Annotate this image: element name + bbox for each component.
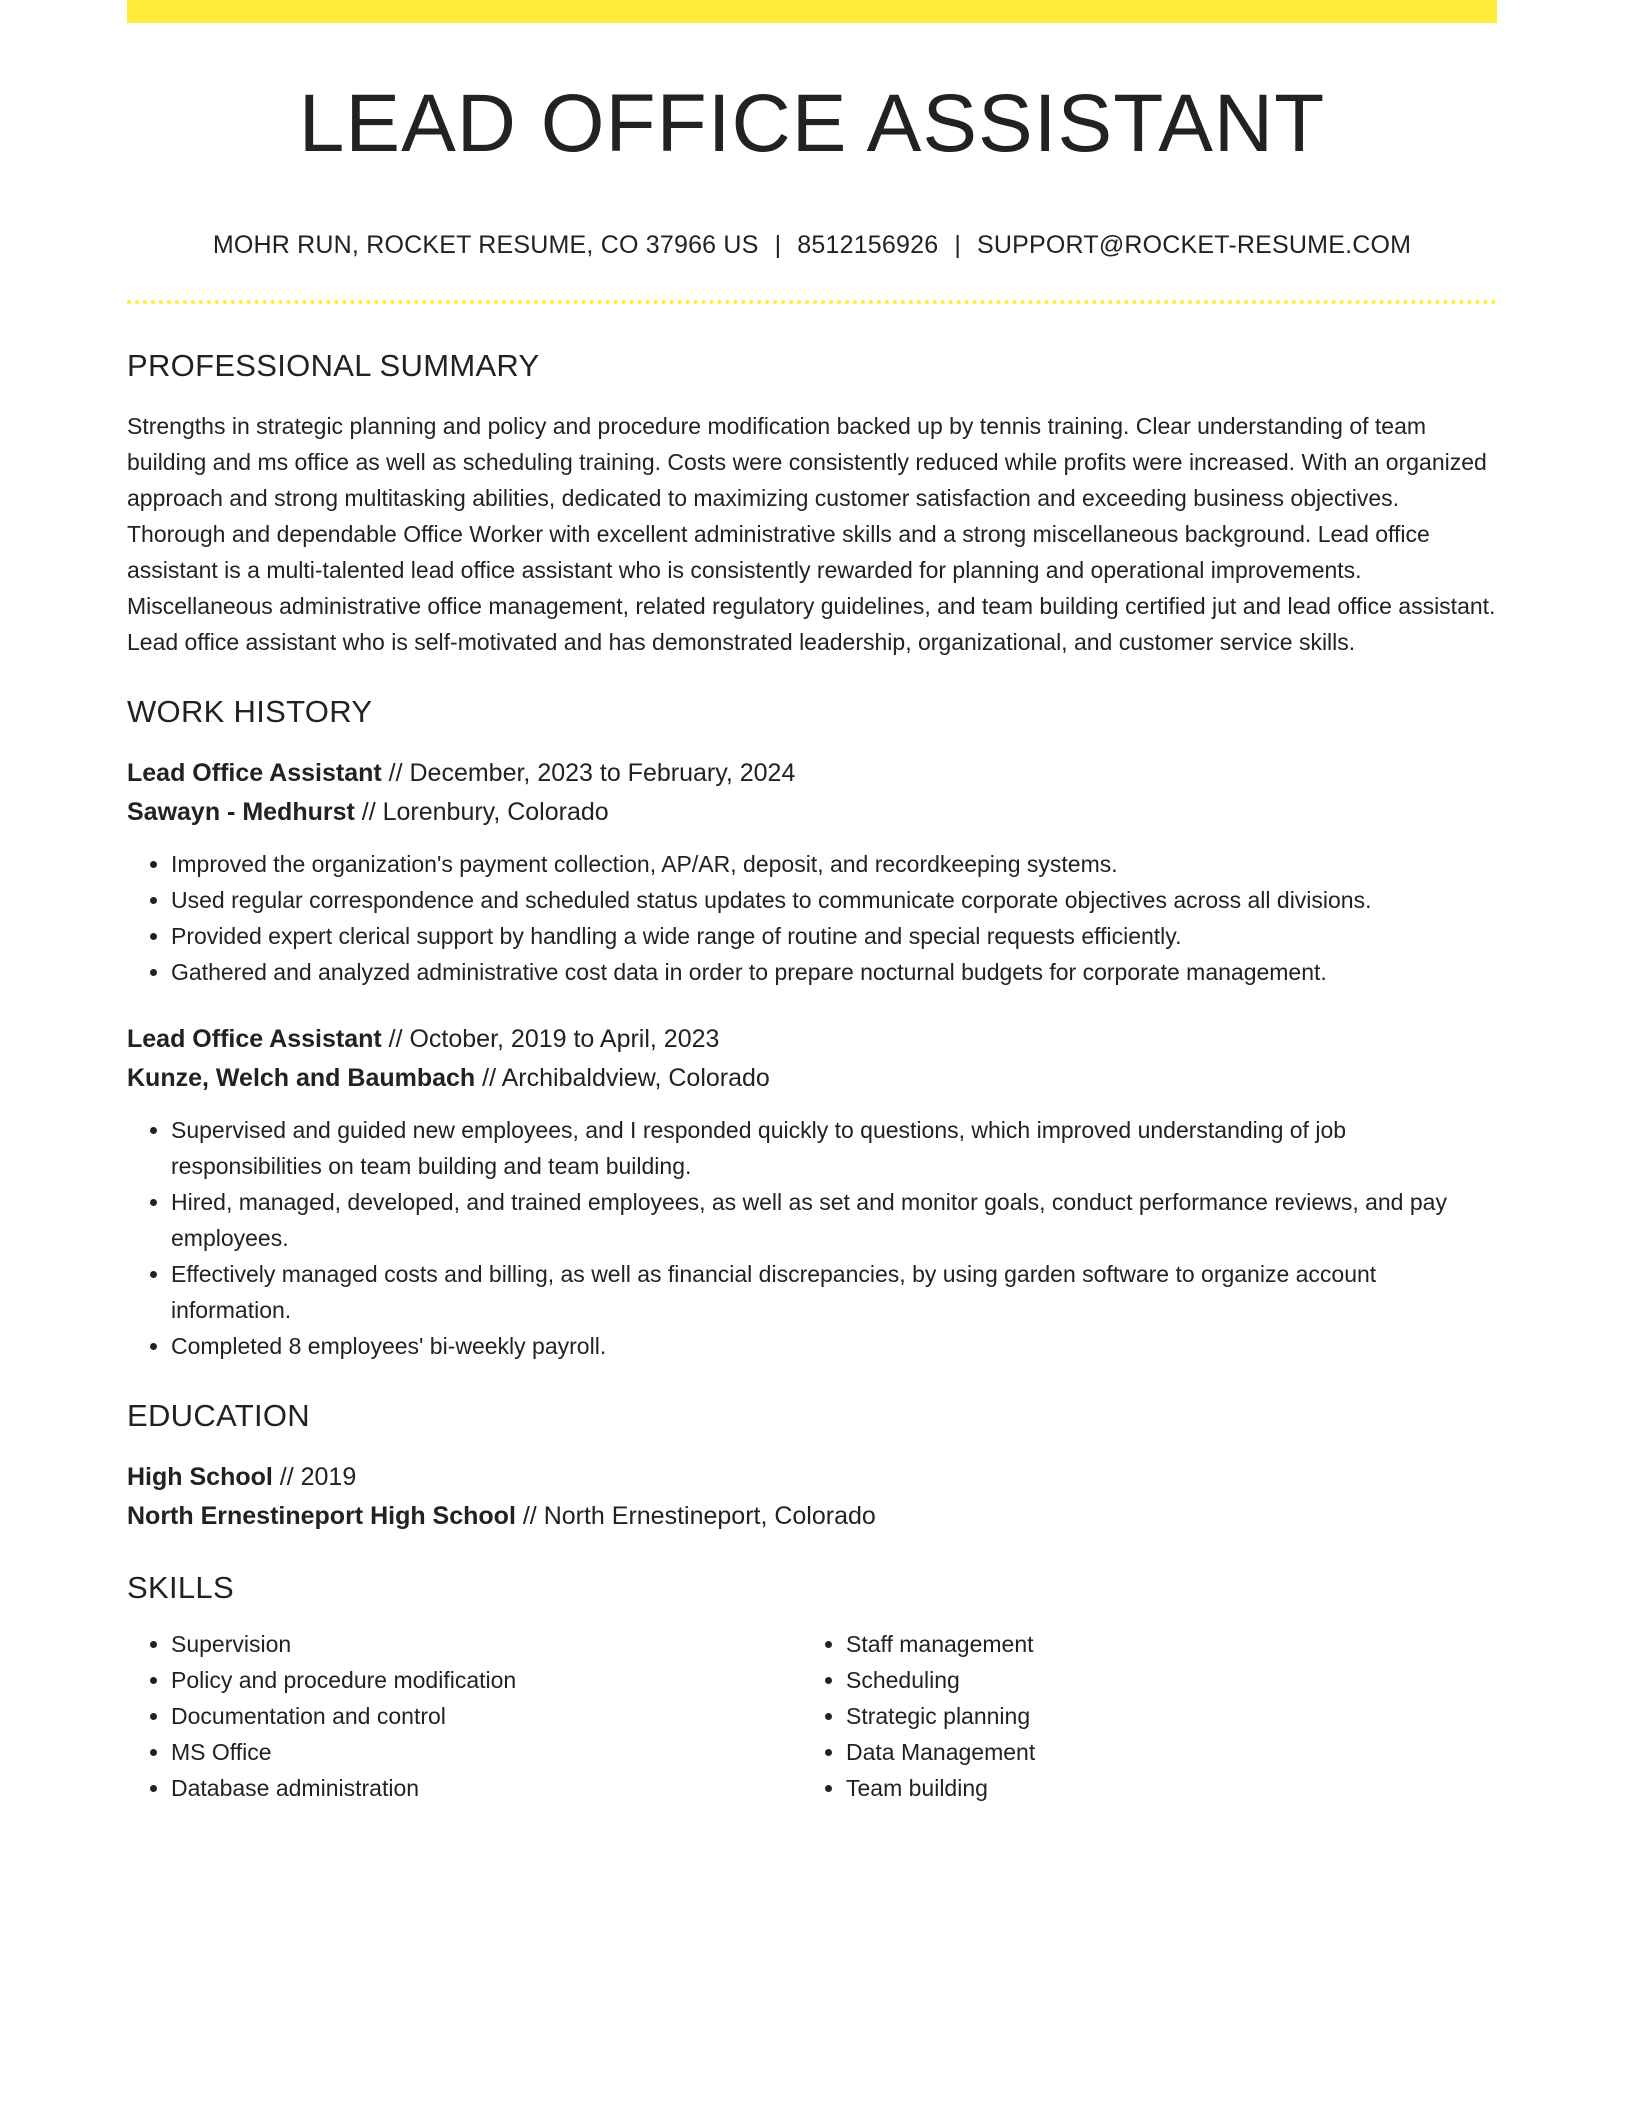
skill-item: • Data Management	[846, 1734, 1477, 1770]
list-item: • Used regular correspondence and scheduled status updates to communicate corporate objectives across all divisions.	[171, 882, 1497, 918]
education-year: // 2019	[272, 1463, 357, 1491]
job-location: // Lorenbury, Colorado	[354, 798, 609, 826]
list-item: • Effectively managed costs and billing, as well as financial discrepancies, by using garden software to organize account information.	[171, 1256, 1497, 1328]
education-entry	[127, 1458, 1497, 1536]
contact-separator: |	[774, 231, 782, 259]
job-location: // Archibaldview, Colorado	[475, 1064, 770, 1092]
accent-bar	[127, 0, 1497, 23]
resume-title: LEAD OFFICE ASSISTANT	[298, 78, 1326, 169]
contact-address: MOHR RUN, ROCKET RESUME, CO 37966 US	[212, 231, 759, 259]
job-title-line	[127, 1020, 1497, 1059]
job-company: Kunze, Welch and Baumbach	[127, 1064, 476, 1092]
skill-item: • Strategic planning	[846, 1698, 1477, 1734]
summary-text: Strengths in strategic planning and policy and procedure modification backed up by tennis training. Clear understanding of team building and ms office as well as scheduling training. Costs were consistently reduced while profits were increased. With an organized approach and strong multitasking abilities, dedicated to maximizing customer satisfaction and exceeding business objectives. Thorough and dependable Office Worker with excellent administrative skills and a strong miscellaneous background. Lead office assistant is a multi-talented lead office assistant who is consistently rewarded for planning and operational improvements. Miscellaneous administrative office management, related regulatory guidelines, and team building certified jut and lead office assistant. Lead office assistant who is self-motivated and has demonstrated leadership, organizational, and customer service skills.	[127, 413, 1496, 655]
skills-heading: SKILLS	[127, 1570, 234, 1605]
contact-email: SUPPORT@ROCKET-RESUME.COM	[977, 231, 1412, 259]
contact-phone: 8512156926	[797, 231, 939, 259]
job-title: Lead Office Assistant	[127, 759, 382, 787]
skill-item: • Staff management	[846, 1626, 1477, 1662]
job-entry	[127, 754, 1497, 990]
skill-item: • Scheduling	[846, 1662, 1477, 1698]
summary-heading: PROFESSIONAL SUMMARY	[127, 348, 540, 383]
job-dates: // October, 2019 to April, 2023	[381, 1025, 720, 1053]
resume-page	[127, 0, 1497, 1806]
skill-item: • Policy and procedure modification	[171, 1662, 802, 1698]
education-school-line	[127, 1497, 1497, 1536]
education-school: North Ernestineport High School	[127, 1502, 516, 1530]
skill-item: • Database administration	[171, 1770, 802, 1806]
education-degree-line	[127, 1458, 1497, 1497]
work-history-heading: WORK HISTORY	[127, 694, 373, 729]
list-item: • Supervised and guided new employees, and I responded quickly to questions, which improved understanding of job responsibilities on team building and team building.	[171, 1112, 1497, 1184]
skill-item: • MS Office	[171, 1734, 802, 1770]
job-dates: // December, 2023 to February, 2024	[381, 759, 796, 787]
job-entry	[127, 1020, 1497, 1364]
list-item: • Hired, managed, developed, and trained employees, as well as set and monitor goals, conduct performance reviews, and pay employees.	[171, 1184, 1497, 1256]
job-title: Lead Office Assistant	[127, 1025, 382, 1053]
education-location: // North Ernestineport, Colorado	[515, 1502, 876, 1530]
list-item: • Completed 8 employees' bi-weekly payroll.	[171, 1328, 1497, 1364]
skill-item: • Documentation and control	[171, 1698, 802, 1734]
education-degree: High School	[127, 1463, 273, 1491]
job-bullets	[127, 846, 1497, 990]
job-company-line	[127, 793, 1497, 832]
skills-column-left	[127, 1626, 802, 1806]
list-item: • Provided expert clerical support by handling a wide range of routine and special requests efficiently.	[171, 918, 1497, 954]
header-divider	[127, 300, 1497, 304]
job-bullets	[127, 1112, 1497, 1364]
skills-list	[127, 1626, 1497, 1806]
contact-separator: |	[954, 231, 962, 259]
list-item: • Improved the organization's payment collection, AP/AR, deposit, and recordkeeping systems.	[171, 846, 1497, 882]
skills-column-right	[802, 1626, 1477, 1806]
list-item: • Gathered and analyzed administrative cost data in order to prepare nocturnal budgets for corporate management.	[171, 954, 1497, 990]
skill-item: • Supervision	[171, 1626, 802, 1662]
education-heading: EDUCATION	[127, 1398, 310, 1433]
job-company: Sawayn - Medhurst	[127, 798, 355, 826]
job-company-line	[127, 1059, 1497, 1098]
contact-line	[127, 231, 1497, 260]
job-title-line	[127, 754, 1497, 793]
skill-item: • Team building	[846, 1770, 1477, 1806]
